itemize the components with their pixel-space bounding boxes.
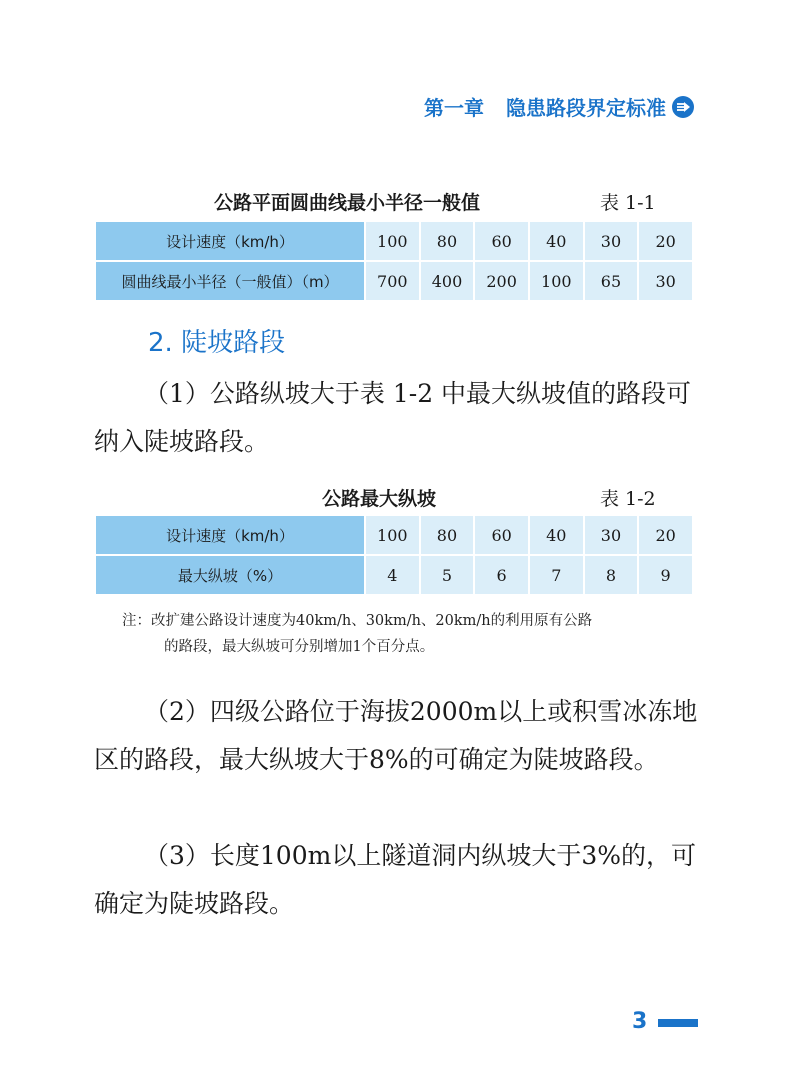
section-title: 2. 陡坡路段	[148, 328, 286, 358]
arrow-circle-icon	[672, 96, 694, 118]
running-header	[424, 92, 694, 121]
table2	[94, 514, 694, 596]
table-note	[122, 608, 702, 660]
paragraph-text: （3）长度100m以上隧道洞内纵坡大于3%的，可确定为陡坡路段。	[94, 841, 696, 918]
table-cell: 7	[529, 555, 584, 595]
paragraph-text: （2）四级公路位于海拔2000m以上或积雪冰冻地区的路段，最大纵坡大于8%的可确定为陡坡路段。	[94, 697, 698, 774]
table2-title: 公路最大纵坡	[322, 488, 437, 510]
table-header-cell: 最大纵坡（%）	[95, 555, 365, 595]
paragraph-text: （1）公路纵坡大于表 1-2 中最大纵坡值的路段可纳入陡坡路段。	[94, 379, 692, 456]
table-cell: 30	[584, 515, 639, 555]
table-cell: 65	[584, 261, 639, 301]
page-number: 3	[632, 1009, 648, 1034]
table-cell: 20	[638, 221, 693, 261]
chapter-title: 隐患路段界定标准	[506, 96, 666, 120]
page-number-bar	[658, 1019, 698, 1027]
table-cell: 100	[365, 515, 420, 555]
table-cell: 60	[474, 515, 529, 555]
table-cell: 200	[474, 261, 529, 301]
table-header-cell: 设计速度（km/h）	[95, 515, 365, 555]
table-cell: 4	[365, 555, 420, 595]
paragraph-2	[94, 688, 698, 784]
table-cell: 80	[420, 221, 475, 261]
paragraph-1	[94, 370, 698, 466]
table-row	[95, 221, 693, 261]
table-header-cell: 圆曲线最小半径（一般值）（m）	[95, 261, 365, 301]
table-cell: 700	[365, 261, 420, 301]
note-line-2: 的路段，最大纵坡可分别增加1个百分点。	[164, 639, 435, 655]
table1-number: 表 1-1	[600, 192, 656, 214]
table-cell: 30	[638, 261, 693, 301]
table-cell: 100	[365, 221, 420, 261]
table-cell: 30	[584, 221, 639, 261]
table-cell: 6	[474, 555, 529, 595]
table-cell: 5	[420, 555, 475, 595]
table-cell: 60	[474, 221, 529, 261]
table1-title: 公路平面圆曲线最小半径一般值	[214, 192, 481, 214]
table-row	[95, 515, 693, 555]
table-cell: 20	[638, 515, 693, 555]
table1	[94, 220, 694, 302]
table-cell: 100	[529, 261, 584, 301]
chapter-label: 第一章	[424, 96, 484, 120]
table-row	[95, 261, 693, 301]
table-cell: 400	[420, 261, 475, 301]
table-cell: 80	[420, 515, 475, 555]
table2-number: 表 1-2	[600, 488, 656, 510]
paragraph-3	[94, 832, 698, 928]
note-line-1: 注：改扩建公路设计速度为40km/h、30km/h、20km/h的利用原有公路	[122, 613, 593, 629]
table-cell: 40	[529, 515, 584, 555]
table-header-cell: 设计速度（km/h）	[95, 221, 365, 261]
table-cell: 9	[638, 555, 693, 595]
table-cell: 40	[529, 221, 584, 261]
table-row	[95, 555, 693, 595]
table-cell: 8	[584, 555, 639, 595]
